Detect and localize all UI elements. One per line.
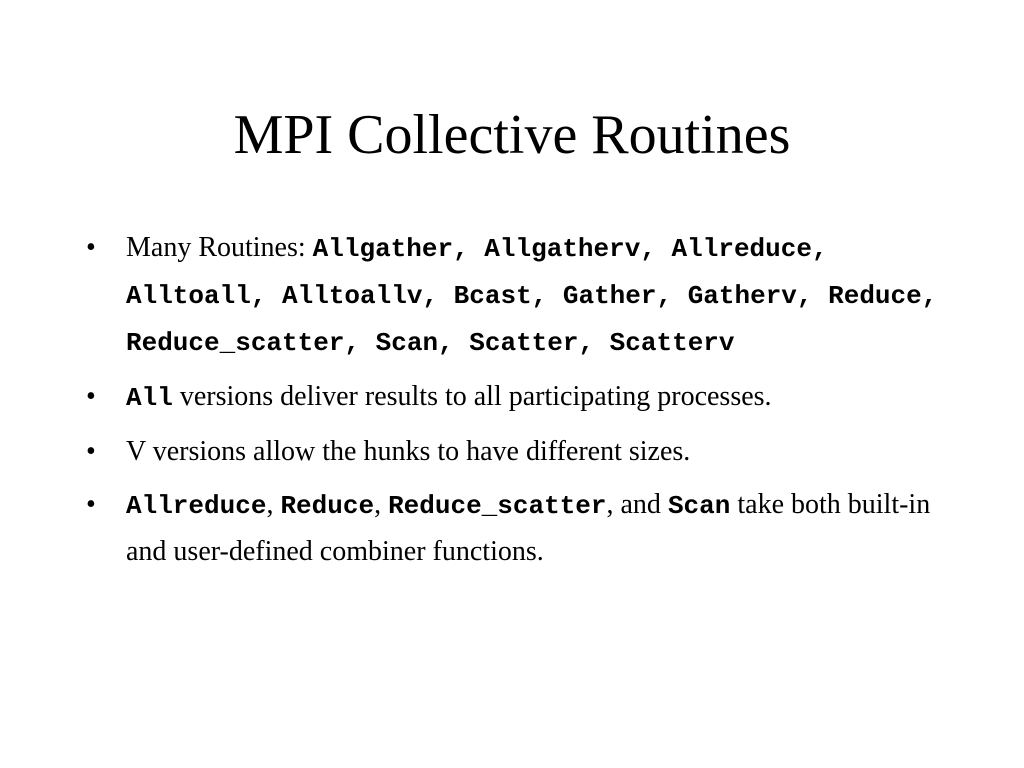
bullet-marker: • (86, 436, 96, 467)
bullet-text: take both built-in and user-defined combiner functions. (126, 489, 931, 567)
bullet-list (86, 225, 966, 582)
bullet-item-all-versions (86, 374, 966, 421)
separator-text: , (374, 489, 389, 520)
code-reduce: Reduce (280, 491, 375, 521)
bullet-item-combiner-functions (86, 482, 966, 574)
separator-text: , (266, 489, 281, 520)
bullet-text: V versions allow the hunks to have different sizes. (126, 436, 691, 467)
bullet-lead-text: Many Routines: (126, 232, 313, 263)
code-all: All (126, 383, 173, 413)
code-allreduce: Allreduce (126, 491, 267, 521)
code-scan: Scan (667, 491, 731, 521)
bullet-item-many-routines (86, 225, 966, 366)
bullet-marker: • (86, 489, 96, 520)
separator-text: , and (606, 489, 668, 520)
routine-list: Allgather, Allgatherv, Allreduce, Alltoall, Alltoallv, Bcast, Gather, Gatherv, Reduce, Reduce_scatter, Scan, Scatter, Scatterv (126, 234, 938, 358)
bullet-marker: • (86, 232, 96, 263)
slide-title: MPI Collective Routines (233, 104, 791, 166)
bullet-marker: • (86, 381, 96, 412)
bullet-text: versions deliver results to all participating processes. (172, 381, 772, 412)
code-reduce-scatter: Reduce_scatter (388, 491, 607, 521)
bullet-item-v-versions (86, 429, 966, 474)
